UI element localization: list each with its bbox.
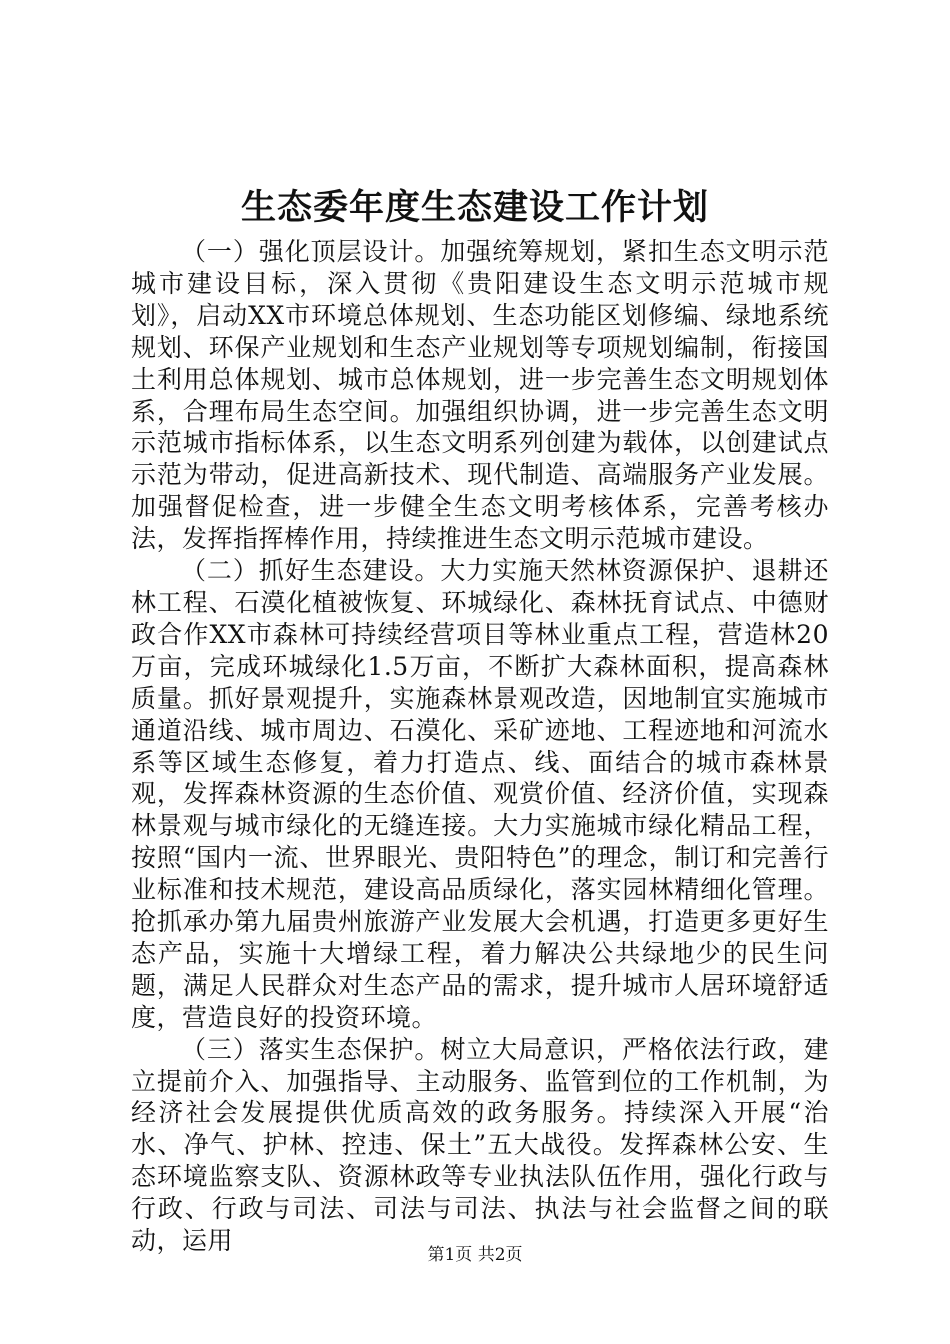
paragraph-2: （二）抓好生态建设。大力实施天然林资源保护、退耕还林工程、石漠化植被恢复、环城绿化、森林抚育试点、中德财政合作XX市森林可持续经营项目等林业重点工程，营造林20万亩，完成环城绿化1.5万亩，不断扩大森林面积，提高森林质量。抓好景观提升，实施森林景观改造，因地制宜实施城市通道沿线、城市周边、石漠化、采矿迹地、工程迹地和河流水系等区域生态修复，着力打造点、线、面结合的城市森林景观，发挥森林资源的生态价值、观赏价值、经济价值，实现森林景观与城市绿化的无缝连接。大力实施城市绿化精品工程，按照“国内一流、世界眼光、贵阳特色”的理念，制订和完善行业标准和技术规范，建设高品质绿化，落实园林精细化管理。抢抓承办第九届贵州旅游产业发展大会机遇，打造更多更好生态产品，实施十大增绿工程，着力解决公共绿地少的民生问题，满足人民群众对生态产品的需求，提升城市人居环境舒适度，营造良好的投资环境。	[131, 556, 829, 1032]
document-body	[131, 236, 829, 1257]
page-number-footer: 第1页 共2页	[427, 1245, 523, 1265]
paragraph-3: （三）落实生态保护。树立大局意识，严格依法行政，建立提前介入、加强指导、主动服务、监管到位的工作机制，为经济社会发展提供优质高效的政务服务。持续深入开展“治水、净气、护林、控违、保土”五大战役。发挥森林公安、生态环境监察支队、资源林政等专业执法队伍作用，强化行政与行政、行政与司法、司法与司法、执法与社会监督之间的联动，运用	[131, 1034, 829, 1256]
paragraph-1: （一）强化顶层设计。加强统筹规划，紧扣生态文明示范城市建设目标，深入贯彻《贵阳建设生态文明示范城市规划》，启动XX市环境总体规划、生态功能区划修编、绿地系统规划、环保产业规划和生态产业规划等专项规划编制，衔接国土利用总体规划、城市总体规划，进一步完善生态文明规划体系，合理布局生态空间。加强组织协调，进一步完善生态文明示范城市指标体系，以生态文明系列创建为载体，以创建试点示范为带动，促进高新技术、现代制造、高端服务产业发展。加强督促检查，进一步健全生态文明考核体系，完善考核办法，发挥指挥棒作用，持续推进生态文明示范城市建设。	[131, 237, 829, 554]
document-title: 生态委年度生态建设工作计划	[240, 188, 709, 228]
